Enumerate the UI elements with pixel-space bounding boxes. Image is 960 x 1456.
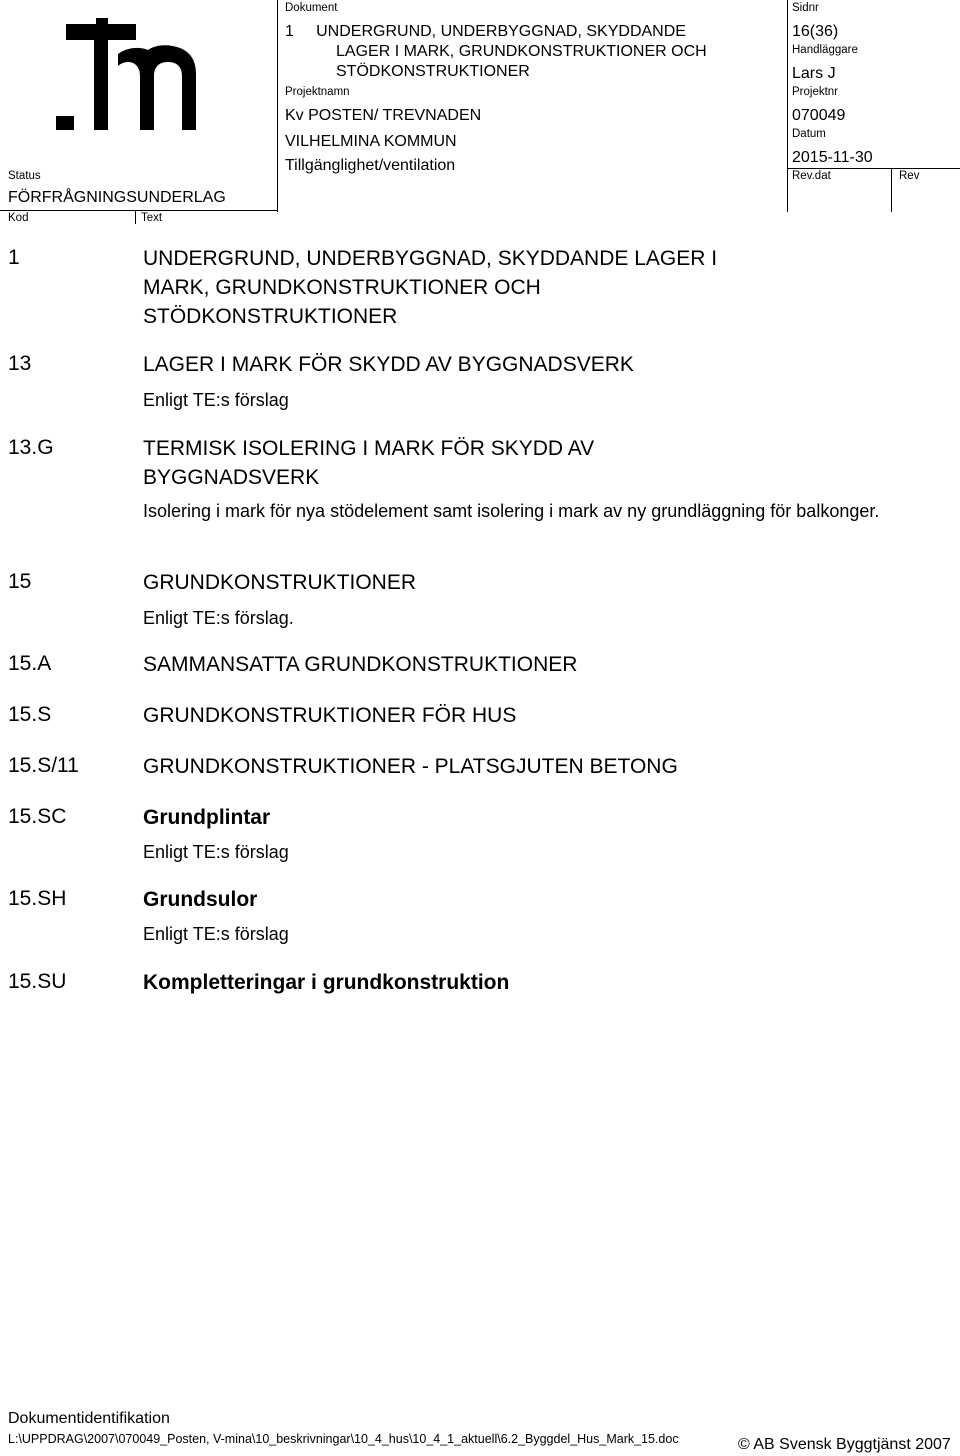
section-body: Enligt TE:s förslag xyxy=(143,390,289,410)
section-heading xyxy=(143,350,863,379)
section-code: 15 xyxy=(8,570,32,593)
header-rule xyxy=(0,210,278,211)
projektnamn-line-1: Kv POSTEN/ TREVNADEN xyxy=(285,107,482,124)
heading-line: BYGGNADSVERK xyxy=(143,466,320,489)
projektnamn-label: Projektnamn xyxy=(285,86,350,98)
header-divider xyxy=(891,168,892,212)
revdat-label: Rev.dat xyxy=(792,170,831,182)
section-heading xyxy=(143,434,863,492)
header-divider xyxy=(277,0,278,212)
projektnr-label: Projektnr xyxy=(792,86,839,98)
dokument-line-3: STÖDKONSTRUKTIONER xyxy=(336,63,530,80)
rev-label: Rev xyxy=(899,170,920,182)
section-heading xyxy=(143,244,863,331)
section-code: 15.S/11 xyxy=(8,754,79,777)
section-heading xyxy=(143,885,863,914)
sidnr-value: 16(36) xyxy=(792,23,839,40)
section-heading xyxy=(143,752,863,781)
company-logo xyxy=(56,18,231,130)
heading-line: GRUNDKONSTRUKTIONER - PLATSGJUTEN BETONG xyxy=(143,755,678,778)
dokument-line-2: LAGER I MARK, GRUNDKONSTRUKTIONER OCH xyxy=(336,43,707,60)
section-heading xyxy=(143,701,863,730)
section-heading xyxy=(143,968,863,997)
section-code: 13.G xyxy=(8,436,54,459)
section-code: 15.A xyxy=(8,652,52,675)
heading-line: MARK, GRUNDKONSTRUKTIONER OCH xyxy=(143,276,541,299)
section-code: 13 xyxy=(8,352,32,375)
header-rule xyxy=(787,168,960,169)
handlaggare-label: Handläggare xyxy=(792,44,858,56)
document-path: L:\UPPDRAG\2007\070049_Posten, V-mina\10_beskrivningar\10_4_hus\10_4_1_aktuell\6.2_Byggdel_Hus_Mark_15.doc xyxy=(8,1432,679,1446)
heading-line: UNDERGRUND, UNDERBYGGNAD, SKYDDANDE LAGER I xyxy=(143,247,718,270)
section-code: 1 xyxy=(8,246,20,269)
datum-label: Datum xyxy=(792,128,826,140)
status-label: Status xyxy=(8,170,41,182)
projektnamn-line-2: VILHELMINA KOMMUN xyxy=(285,133,457,150)
section-code: 15.SC xyxy=(8,805,67,828)
status-value: FÖRFRÅGNINGSUNDERLAG xyxy=(8,189,226,206)
dokument-line-1: 1 UNDERGRUND, UNDERBYGGNAD, SKYDDANDE xyxy=(285,23,686,40)
sidnr-label: Sidnr xyxy=(792,2,819,14)
section-code: 15.SH xyxy=(8,887,67,910)
header-divider xyxy=(787,0,788,212)
heading-line: SAMMANSATTA GRUNDKONSTRUKTIONER xyxy=(143,653,578,676)
text-label: Text xyxy=(141,212,163,224)
section-code: 15.S xyxy=(8,703,52,726)
section-body: Enligt TE:s förslag xyxy=(143,842,289,862)
section-heading xyxy=(143,568,863,597)
projektnr-value: 070049 xyxy=(792,107,846,124)
heading-line: TERMISK ISOLERING I MARK FÖR SKYDD AV xyxy=(143,437,595,460)
section-body: Enligt TE:s förslag. xyxy=(143,608,294,628)
document-id-label: Dokumentidentifikation xyxy=(8,1410,170,1427)
heading-line: Grundplintar xyxy=(143,806,271,829)
heading-line: LAGER I MARK FÖR SKYDD AV BYGGNADSVERK xyxy=(143,353,634,376)
heading-line: Kompletteringar i grundkonstruktion xyxy=(143,971,510,994)
heading-line: Grundsulor xyxy=(143,888,258,911)
datum-value: 2015-11-30 xyxy=(792,149,873,166)
heading-line: STÖDKONSTRUKTIONER xyxy=(143,305,398,328)
section-body: Enligt TE:s förslag xyxy=(143,924,289,944)
heading-line: GRUNDKONSTRUKTIONER FÖR HUS xyxy=(143,704,517,727)
section-heading xyxy=(143,650,863,679)
copyright-notice: © AB Svensk Byggtjänst 2007 xyxy=(738,1436,951,1453)
section-code: 15.SU xyxy=(8,970,67,993)
dokument-label: Dokument xyxy=(285,2,338,14)
heading-line: GRUNDKONSTRUKTIONER xyxy=(143,571,417,594)
kod-label: Kod xyxy=(8,212,29,224)
handlaggare-value: Lars J xyxy=(792,65,836,82)
projektnamn-line-3: Tillgänglighet/ventilation xyxy=(285,157,456,174)
section-body: Isolering i mark för nya stödelement samt isolering i mark av ny grundläggning för balkonger. xyxy=(143,501,880,521)
section-heading xyxy=(143,803,863,832)
header-divider xyxy=(135,210,136,224)
